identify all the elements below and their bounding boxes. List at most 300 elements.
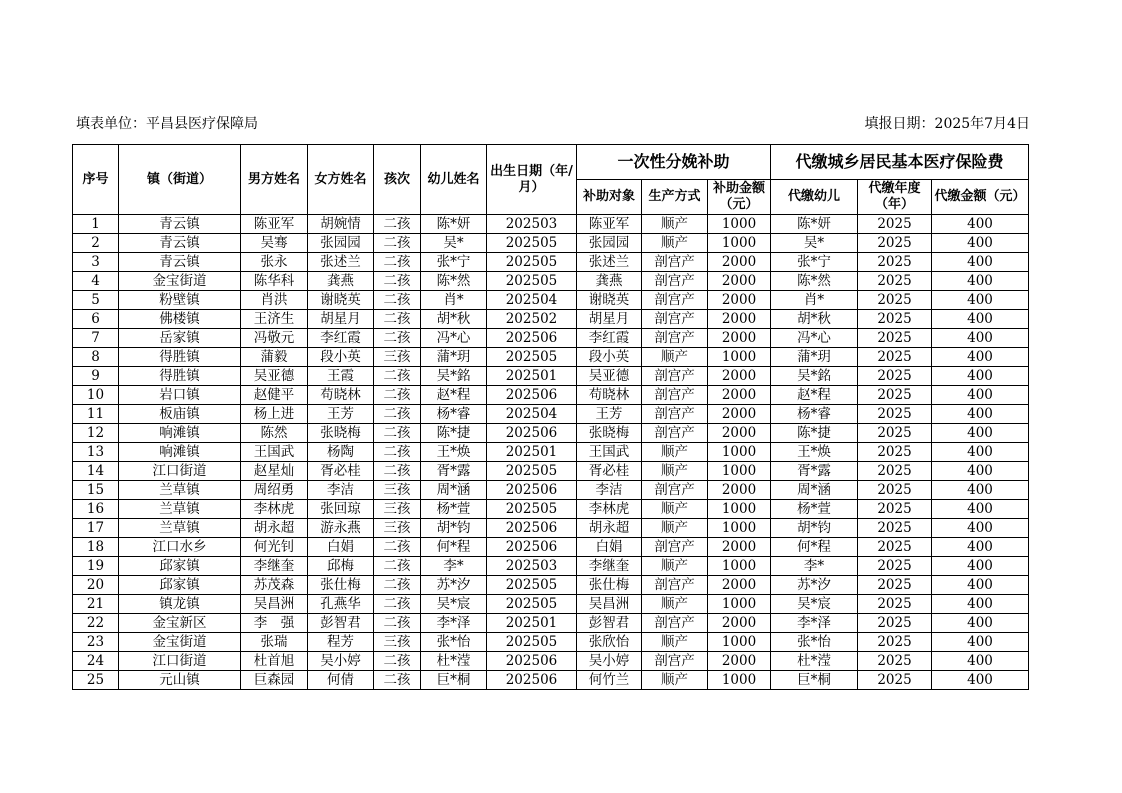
cell-mother: 张述兰 xyxy=(308,253,374,272)
cell-town: 江口水乡 xyxy=(119,538,241,557)
cell-father: 巨森园 xyxy=(241,671,308,690)
cell-delivery-mode: 剖宫产 xyxy=(642,481,708,500)
cell-subsidy-target: 李林虎 xyxy=(577,500,642,519)
cell-insured-child: 蒲*玥 xyxy=(771,348,858,367)
cell-town: 江口街道 xyxy=(119,462,241,481)
cell-town: 镇龙镇 xyxy=(119,595,241,614)
cell-order: 二孩 xyxy=(374,557,421,576)
cell-father: 周绍勇 xyxy=(241,481,308,500)
table-row xyxy=(73,405,1029,424)
cell-delivery-mode: 剖宫产 xyxy=(642,367,708,386)
cell-insured-child: 巨*桐 xyxy=(771,671,858,690)
cell-insured-year: 2025 xyxy=(858,386,932,405)
cell-subsidy-amount: 2000 xyxy=(708,310,771,329)
cell-insured-amount: 400 xyxy=(932,253,1029,272)
col-header-order: 孩次 xyxy=(374,145,421,215)
cell-mother: 王霞 xyxy=(308,367,374,386)
cell-seq: 10 xyxy=(73,386,119,405)
cell-town: 邱家镇 xyxy=(119,557,241,576)
cell-birth: 202505 xyxy=(487,272,577,291)
cell-child: 周*涵 xyxy=(421,481,487,500)
cell-insured-amount: 400 xyxy=(932,519,1029,538)
cell-father: 李 强 xyxy=(241,614,308,633)
cell-child: 张*宁 xyxy=(421,253,487,272)
cell-child: 蒲*玥 xyxy=(421,348,487,367)
cell-seq: 13 xyxy=(73,443,119,462)
cell-delivery-mode: 剖宫产 xyxy=(642,424,708,443)
cell-child: 赵*程 xyxy=(421,386,487,405)
cell-subsidy-target: 胡永超 xyxy=(577,519,642,538)
cell-father: 张瑞 xyxy=(241,633,308,652)
cell-delivery-mode: 剖宫产 xyxy=(642,272,708,291)
cell-subsidy-amount: 1000 xyxy=(708,500,771,519)
cell-seq: 22 xyxy=(73,614,119,633)
table-row xyxy=(73,633,1029,652)
cell-insured-amount: 400 xyxy=(932,424,1029,443)
cell-father: 吴昌洲 xyxy=(241,595,308,614)
cell-town: 青云镇 xyxy=(119,234,241,253)
cell-insured-amount: 400 xyxy=(932,310,1029,329)
cell-father: 苏茂森 xyxy=(241,576,308,595)
cell-birth: 202505 xyxy=(487,253,577,272)
cell-child: 吴*銘 xyxy=(421,367,487,386)
cell-birth: 202502 xyxy=(487,310,577,329)
cell-insured-amount: 400 xyxy=(932,329,1029,348)
col-header-subsidy-amount: 补助金额（元） xyxy=(708,180,771,215)
cell-subsidy-target: 张园园 xyxy=(577,234,642,253)
cell-subsidy-amount: 1000 xyxy=(708,519,771,538)
cell-insured-amount: 400 xyxy=(932,481,1029,500)
cell-subsidy-amount: 2000 xyxy=(708,291,771,310)
cell-mother: 何倩 xyxy=(308,671,374,690)
cell-father: 王济生 xyxy=(241,310,308,329)
cell-delivery-mode: 顺产 xyxy=(642,671,708,690)
cell-delivery-mode: 顺产 xyxy=(642,633,708,652)
cell-insured-amount: 400 xyxy=(932,367,1029,386)
cell-insured-year: 2025 xyxy=(858,310,932,329)
cell-mother: 胥必桂 xyxy=(308,462,374,481)
cell-insured-year: 2025 xyxy=(858,348,932,367)
cell-subsidy-target: 李洁 xyxy=(577,481,642,500)
cell-town: 兰草镇 xyxy=(119,500,241,519)
cell-insured-child: 张*怡 xyxy=(771,633,858,652)
cell-birth: 202506 xyxy=(487,386,577,405)
table-row xyxy=(73,291,1029,310)
cell-insured-year: 2025 xyxy=(858,462,932,481)
cell-insured-child: 冯*心 xyxy=(771,329,858,348)
cell-insured-amount: 400 xyxy=(932,557,1029,576)
cell-order: 二孩 xyxy=(374,253,421,272)
cell-child: 张*怡 xyxy=(421,633,487,652)
cell-subsidy-target: 李继奎 xyxy=(577,557,642,576)
col-header-subsidy-target: 补助对象 xyxy=(577,180,642,215)
cell-insured-amount: 400 xyxy=(932,348,1029,367)
cell-mother: 李红霞 xyxy=(308,329,374,348)
cell-town: 岳家镇 xyxy=(119,329,241,348)
cell-father: 王国武 xyxy=(241,443,308,462)
cell-seq: 11 xyxy=(73,405,119,424)
cell-insured-year: 2025 xyxy=(858,614,932,633)
cell-insured-year: 2025 xyxy=(858,291,932,310)
cell-father: 吴亚德 xyxy=(241,367,308,386)
cell-father: 陈华科 xyxy=(241,272,308,291)
cell-town: 粉壁镇 xyxy=(119,291,241,310)
cell-insured-year: 2025 xyxy=(858,253,932,272)
cell-subsidy-amount: 1000 xyxy=(708,462,771,481)
cell-birth: 202505 xyxy=(487,633,577,652)
cell-insured-year: 2025 xyxy=(858,652,932,671)
cell-child: 胡*秋 xyxy=(421,310,487,329)
cell-seq: 9 xyxy=(73,367,119,386)
cell-town: 邱家镇 xyxy=(119,576,241,595)
cell-subsidy-amount: 2000 xyxy=(708,367,771,386)
cell-child: 杨*萱 xyxy=(421,500,487,519)
cell-child: 杨*睿 xyxy=(421,405,487,424)
cell-insured-amount: 400 xyxy=(932,234,1029,253)
cell-seq: 4 xyxy=(73,272,119,291)
cell-subsidy-amount: 2000 xyxy=(708,424,771,443)
cell-town: 金宝街道 xyxy=(119,633,241,652)
cell-father: 李林虎 xyxy=(241,500,308,519)
cell-subsidy-target: 吴小婷 xyxy=(577,652,642,671)
cell-insured-amount: 400 xyxy=(932,500,1029,519)
cell-child: 王*焕 xyxy=(421,443,487,462)
table-row xyxy=(73,462,1029,481)
cell-mother: 李洁 xyxy=(308,481,374,500)
cell-order: 二孩 xyxy=(374,405,421,424)
cell-insured-year: 2025 xyxy=(858,557,932,576)
filing-unit-label: 填表单位：平昌县医疗保障局 xyxy=(76,116,258,132)
cell-insured-child: 杜*滢 xyxy=(771,652,858,671)
cell-subsidy-target: 段小英 xyxy=(577,348,642,367)
cell-insured-child: 陈*然 xyxy=(771,272,858,291)
cell-subsidy-target: 张晓梅 xyxy=(577,424,642,443)
table-row xyxy=(73,500,1029,519)
cell-insured-child: 赵*程 xyxy=(771,386,858,405)
cell-mother: 白娟 xyxy=(308,538,374,557)
cell-mother: 王芳 xyxy=(308,405,374,424)
cell-father: 冯敬元 xyxy=(241,329,308,348)
table-row xyxy=(73,671,1029,690)
cell-order: 二孩 xyxy=(374,367,421,386)
cell-insured-year: 2025 xyxy=(858,215,932,234)
cell-delivery-mode: 剖宫产 xyxy=(642,614,708,633)
cell-subsidy-amount: 2000 xyxy=(708,614,771,633)
cell-mother: 张园园 xyxy=(308,234,374,253)
cell-mother: 胡星月 xyxy=(308,310,374,329)
cell-birth: 202505 xyxy=(487,462,577,481)
cell-order: 二孩 xyxy=(374,652,421,671)
cell-child: 冯*心 xyxy=(421,329,487,348)
cell-seq: 24 xyxy=(73,652,119,671)
cell-father: 肖洪 xyxy=(241,291,308,310)
table-row xyxy=(73,519,1029,538)
cell-mother: 程芳 xyxy=(308,633,374,652)
col-header-child: 幼儿姓名 xyxy=(421,145,487,215)
cell-birth: 202506 xyxy=(487,538,577,557)
cell-child: 何*程 xyxy=(421,538,487,557)
cell-subsidy-amount: 2000 xyxy=(708,253,771,272)
cell-town: 板庙镇 xyxy=(119,405,241,424)
cell-father: 杜首旭 xyxy=(241,652,308,671)
cell-father: 赵健平 xyxy=(241,386,308,405)
cell-insured-year: 2025 xyxy=(858,519,932,538)
cell-town: 金宝街道 xyxy=(119,272,241,291)
cell-mother: 杨陶 xyxy=(308,443,374,462)
cell-town: 岩口镇 xyxy=(119,386,241,405)
cell-insured-child: 胡*秋 xyxy=(771,310,858,329)
cell-child: 杜*滢 xyxy=(421,652,487,671)
col-header-mother: 女方姓名 xyxy=(308,145,374,215)
cell-town: 金宝新区 xyxy=(119,614,241,633)
cell-insured-year: 2025 xyxy=(858,367,932,386)
cell-order: 三孩 xyxy=(374,348,421,367)
cell-birth: 202505 xyxy=(487,234,577,253)
cell-insured-year: 2025 xyxy=(858,481,932,500)
cell-insured-amount: 400 xyxy=(932,633,1029,652)
cell-subsidy-target: 王国武 xyxy=(577,443,642,462)
cell-order: 二孩 xyxy=(374,443,421,462)
cell-order: 二孩 xyxy=(374,386,421,405)
cell-birth: 202504 xyxy=(487,405,577,424)
table-row xyxy=(73,310,1029,329)
cell-subsidy-target: 张述兰 xyxy=(577,253,642,272)
cell-order: 二孩 xyxy=(374,614,421,633)
cell-seq: 16 xyxy=(73,500,119,519)
cell-order: 三孩 xyxy=(374,500,421,519)
cell-order: 二孩 xyxy=(374,291,421,310)
cell-delivery-mode: 剖宫产 xyxy=(642,253,708,272)
cell-subsidy-target: 吴亚德 xyxy=(577,367,642,386)
cell-subsidy-amount: 2000 xyxy=(708,481,771,500)
cell-subsidy-amount: 2000 xyxy=(708,576,771,595)
cell-insured-amount: 400 xyxy=(932,614,1029,633)
cell-delivery-mode: 剖宫产 xyxy=(642,291,708,310)
cell-birth: 202506 xyxy=(487,329,577,348)
cell-insured-child: 李* xyxy=(771,557,858,576)
cell-seq: 12 xyxy=(73,424,119,443)
cell-order: 二孩 xyxy=(374,234,421,253)
cell-insured-year: 2025 xyxy=(858,329,932,348)
cell-town: 青云镇 xyxy=(119,215,241,234)
cell-child: 肖* xyxy=(421,291,487,310)
cell-subsidy-amount: 1000 xyxy=(708,633,771,652)
table-body xyxy=(73,215,1029,690)
cell-order: 二孩 xyxy=(374,462,421,481)
cell-birth: 202506 xyxy=(487,671,577,690)
cell-father: 陈然 xyxy=(241,424,308,443)
cell-delivery-mode: 剖宫产 xyxy=(642,652,708,671)
cell-subsidy-target: 李红霞 xyxy=(577,329,642,348)
cell-subsidy-target: 龚燕 xyxy=(577,272,642,291)
cell-insured-year: 2025 xyxy=(858,234,932,253)
col-header-insured-amount: 代缴金额（元） xyxy=(932,180,1029,215)
cell-birth: 202501 xyxy=(487,367,577,386)
cell-father: 陈亚军 xyxy=(241,215,308,234)
table-row xyxy=(73,424,1029,443)
cell-insured-amount: 400 xyxy=(932,291,1029,310)
cell-child: 陈*捷 xyxy=(421,424,487,443)
cell-insured-child: 陈*捷 xyxy=(771,424,858,443)
cell-birth: 202505 xyxy=(487,576,577,595)
cell-town: 江口街道 xyxy=(119,652,241,671)
cell-insured-year: 2025 xyxy=(858,633,932,652)
cell-birth: 202505 xyxy=(487,500,577,519)
cell-insured-amount: 400 xyxy=(932,215,1029,234)
cell-subsidy-amount: 1000 xyxy=(708,671,771,690)
cell-seq: 3 xyxy=(73,253,119,272)
cell-subsidy-target: 王芳 xyxy=(577,405,642,424)
cell-order: 二孩 xyxy=(374,538,421,557)
cell-subsidy-target: 陈亚军 xyxy=(577,215,642,234)
cell-delivery-mode: 顺产 xyxy=(642,348,708,367)
cell-child: 胥*露 xyxy=(421,462,487,481)
cell-seq: 6 xyxy=(73,310,119,329)
cell-mother: 胡婉情 xyxy=(308,215,374,234)
table-row xyxy=(73,272,1029,291)
cell-delivery-mode: 顺产 xyxy=(642,443,708,462)
cell-child: 李* xyxy=(421,557,487,576)
col-header-birth: 出生日期（年/月） xyxy=(487,145,577,215)
cell-mother: 苟晓林 xyxy=(308,386,374,405)
cell-order: 三孩 xyxy=(374,633,421,652)
cell-seq: 7 xyxy=(73,329,119,348)
cell-town: 得胜镇 xyxy=(119,348,241,367)
cell-insured-child: 胡*钧 xyxy=(771,519,858,538)
cell-birth: 202506 xyxy=(487,652,577,671)
table-row xyxy=(73,329,1029,348)
cell-insured-child: 李*泽 xyxy=(771,614,858,633)
cell-subsidy-amount: 2000 xyxy=(708,405,771,424)
cell-seq: 1 xyxy=(73,215,119,234)
cell-delivery-mode: 剖宫产 xyxy=(642,310,708,329)
cell-town: 兰草镇 xyxy=(119,519,241,538)
table-row xyxy=(73,576,1029,595)
cell-mother: 张回琼 xyxy=(308,500,374,519)
cell-delivery-mode: 顺产 xyxy=(642,215,708,234)
cell-insured-child: 胥*露 xyxy=(771,462,858,481)
cell-child: 陈*然 xyxy=(421,272,487,291)
cell-father: 吴骞 xyxy=(241,234,308,253)
cell-subsidy-amount: 2000 xyxy=(708,652,771,671)
cell-town: 兰草镇 xyxy=(119,481,241,500)
table-row xyxy=(73,234,1029,253)
cell-order: 三孩 xyxy=(374,481,421,500)
cell-insured-amount: 400 xyxy=(932,576,1029,595)
cell-insured-child: 吴* xyxy=(771,234,858,253)
cell-insured-amount: 400 xyxy=(932,462,1029,481)
cell-child: 苏*汐 xyxy=(421,576,487,595)
cell-insured-child: 吴*宸 xyxy=(771,595,858,614)
cell-subsidy-amount: 2000 xyxy=(708,538,771,557)
cell-seq: 2 xyxy=(73,234,119,253)
cell-insured-child: 杨*萱 xyxy=(771,500,858,519)
cell-subsidy-target: 彭智君 xyxy=(577,614,642,633)
cell-insured-amount: 400 xyxy=(932,443,1029,462)
cell-insured-child: 张*宁 xyxy=(771,253,858,272)
cell-insured-year: 2025 xyxy=(858,671,932,690)
table-row xyxy=(73,557,1029,576)
filing-date-label: 填报日期：2025年7月4日 xyxy=(864,116,1030,132)
cell-insured-child: 苏*汐 xyxy=(771,576,858,595)
cell-insured-child: 周*涵 xyxy=(771,481,858,500)
cell-insured-amount: 400 xyxy=(932,671,1029,690)
cell-town: 响滩镇 xyxy=(119,424,241,443)
cell-mother: 龚燕 xyxy=(308,272,374,291)
cell-birth: 202501 xyxy=(487,443,577,462)
cell-town: 响滩镇 xyxy=(119,443,241,462)
cell-subsidy-target: 白娟 xyxy=(577,538,642,557)
cell-birth: 202505 xyxy=(487,595,577,614)
cell-father: 何光钊 xyxy=(241,538,308,557)
col-header-insured-year: 代缴年度（年） xyxy=(858,180,932,215)
table-row xyxy=(73,481,1029,500)
cell-subsidy-target: 张仕梅 xyxy=(577,576,642,595)
cell-delivery-mode: 剖宫产 xyxy=(642,386,708,405)
cell-insured-year: 2025 xyxy=(858,424,932,443)
table-row xyxy=(73,595,1029,614)
cell-insured-child: 王*焕 xyxy=(771,443,858,462)
cell-insured-year: 2025 xyxy=(858,538,932,557)
cell-town: 佛楼镇 xyxy=(119,310,241,329)
cell-seq: 14 xyxy=(73,462,119,481)
cell-father: 李继奎 xyxy=(241,557,308,576)
cell-order: 二孩 xyxy=(374,329,421,348)
cell-subsidy-amount: 1000 xyxy=(708,215,771,234)
cell-birth: 202506 xyxy=(487,424,577,443)
group-header-subsidy: 一次性分娩补助 xyxy=(577,145,771,180)
cell-town: 元山镇 xyxy=(119,671,241,690)
cell-insured-child: 陈*妍 xyxy=(771,215,858,234)
cell-delivery-mode: 顺产 xyxy=(642,519,708,538)
cell-order: 三孩 xyxy=(374,519,421,538)
cell-seq: 8 xyxy=(73,348,119,367)
table-row xyxy=(73,253,1029,272)
col-header-father: 男方姓名 xyxy=(241,145,308,215)
cell-seq: 18 xyxy=(73,538,119,557)
cell-birth: 202505 xyxy=(487,348,577,367)
cell-subsidy-amount: 2000 xyxy=(708,386,771,405)
cell-child: 胡*钧 xyxy=(421,519,487,538)
cell-insured-child: 肖* xyxy=(771,291,858,310)
cell-order: 二孩 xyxy=(374,671,421,690)
cell-father: 赵星灿 xyxy=(241,462,308,481)
table-row xyxy=(73,443,1029,462)
cell-order: 二孩 xyxy=(374,272,421,291)
cell-father: 蒲毅 xyxy=(241,348,308,367)
cell-insured-year: 2025 xyxy=(858,595,932,614)
cell-subsidy-amount: 2000 xyxy=(708,272,771,291)
cell-insured-amount: 400 xyxy=(932,538,1029,557)
cell-delivery-mode: 顺产 xyxy=(642,595,708,614)
cell-child: 吴*宸 xyxy=(421,595,487,614)
cell-insured-year: 2025 xyxy=(858,500,932,519)
cell-delivery-mode: 剖宫产 xyxy=(642,405,708,424)
cell-subsidy-amount: 1000 xyxy=(708,557,771,576)
cell-subsidy-target: 胡星月 xyxy=(577,310,642,329)
cell-subsidy-target: 何竹兰 xyxy=(577,671,642,690)
cell-child: 陈*妍 xyxy=(421,215,487,234)
cell-subsidy-amount: 1000 xyxy=(708,443,771,462)
cell-subsidy-amount: 1000 xyxy=(708,234,771,253)
cell-delivery-mode: 剖宫产 xyxy=(642,538,708,557)
col-header-delivery-mode: 生产方式 xyxy=(642,180,708,215)
col-header-seq: 序号 xyxy=(73,145,119,215)
table-row xyxy=(73,348,1029,367)
cell-child: 巨*桐 xyxy=(421,671,487,690)
col-header-town: 镇（街道） xyxy=(119,145,241,215)
cell-delivery-mode: 顺产 xyxy=(642,234,708,253)
